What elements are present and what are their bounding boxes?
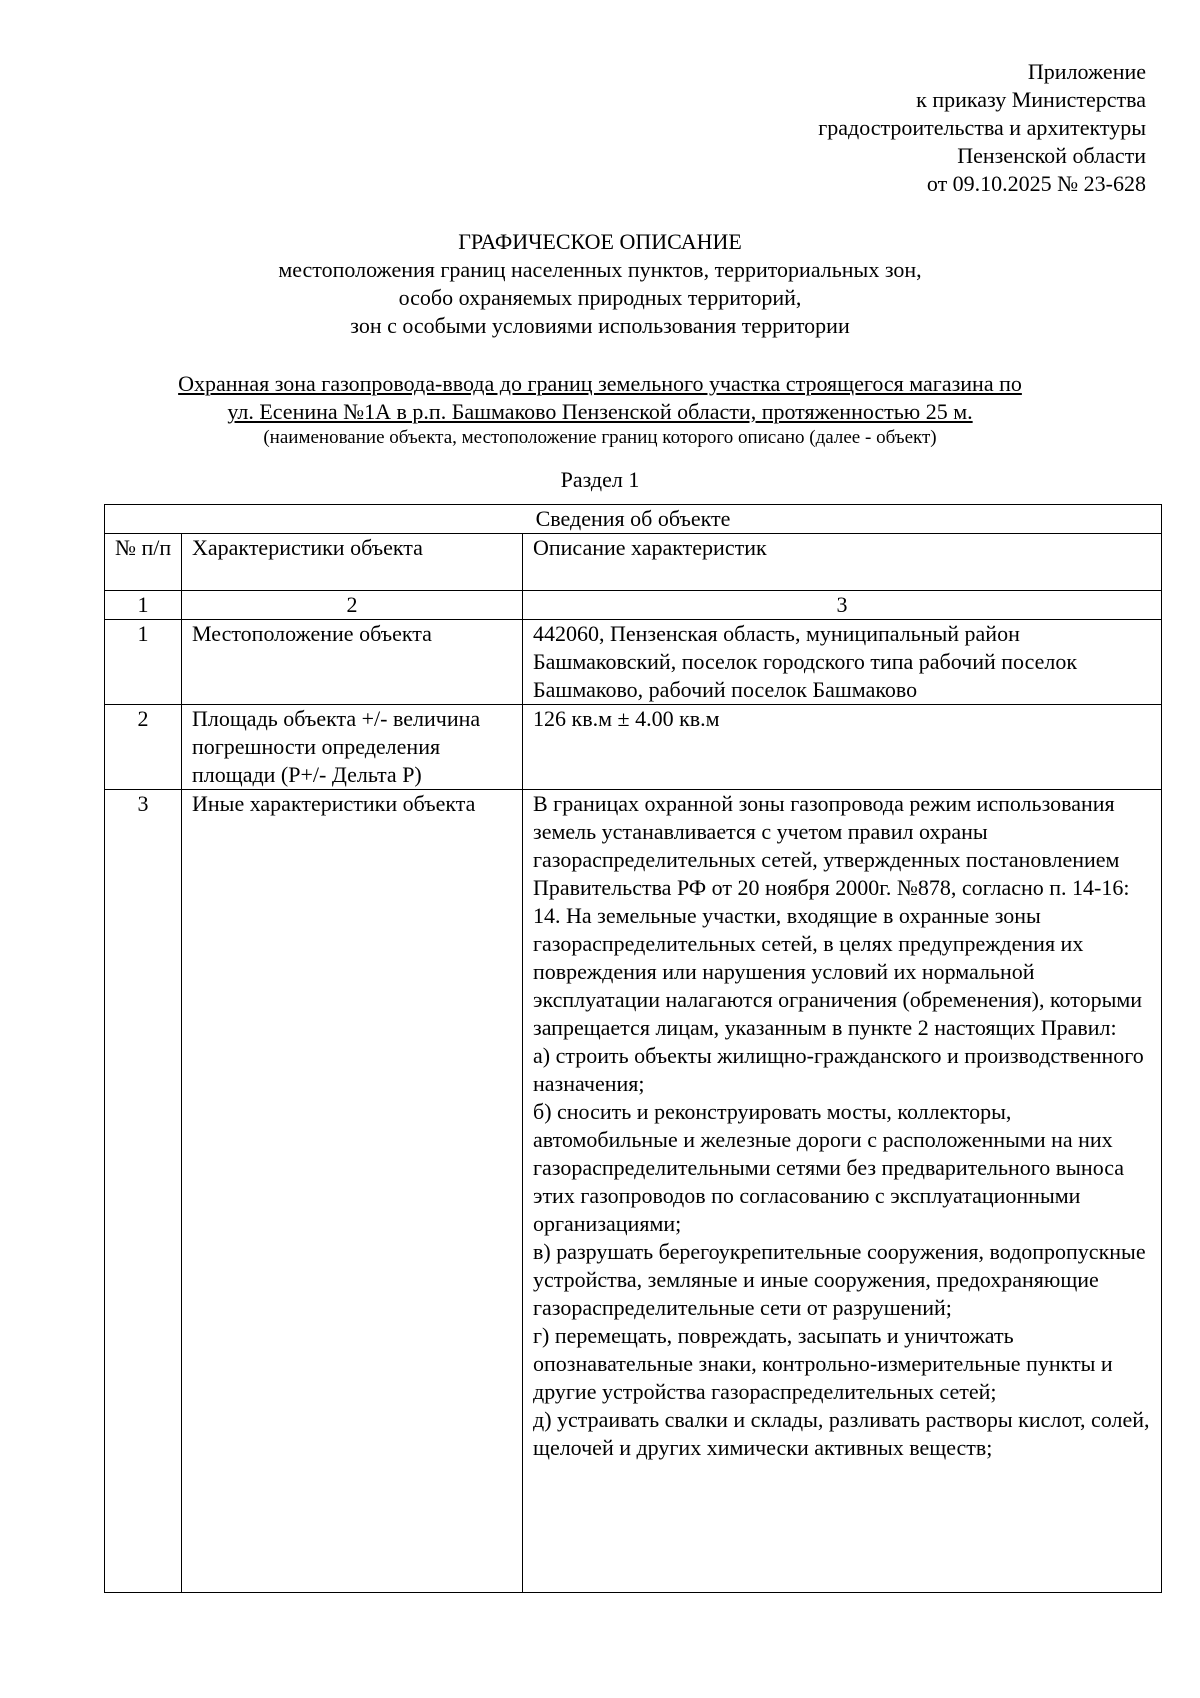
description-paragraph: 126 кв.м ± 4.00 кв.м <box>533 706 720 731</box>
approval-line: к приказу Министерства <box>916 87 1146 112</box>
row-description <box>523 790 1162 1593</box>
approval-stamp <box>586 58 1146 198</box>
row-num: 3 <box>105 790 182 1593</box>
description-paragraph: а) строить объекты жилищно-гражданского и производственного назначения; <box>533 1043 1144 1096</box>
title-subline: зон с особыми условиями использования территории <box>350 313 850 338</box>
row-description <box>523 705 1162 790</box>
description-paragraph: 14. На земельные участки, входящие в охранные зоны газораспределительных сетей, в целях предупреждения их повреждения или нарушения условий их нормальной эксплуатации налагаются ограничения (обременения), которыми запрещается лицам, указанным в пункте 2 настоящих Правил: <box>533 903 1143 1040</box>
object-name-line: ул. Есенина №1А в р.п. Башмаково Пензенской области, протяженностью 25 м. <box>227 399 973 424</box>
approval-line: Приложение <box>1027 59 1146 84</box>
row-description <box>523 620 1162 705</box>
description-paragraph: д) устраивать свалки и склады, разливать растворы кислот, солей, щелочей и других химически активных веществ; <box>533 1407 1150 1460</box>
table-row <box>105 705 1162 790</box>
row-num: 1 <box>105 620 182 705</box>
column-number: 3 <box>523 591 1162 620</box>
object-info-table <box>104 504 1162 1593</box>
approval-line: Пензенской области <box>957 143 1146 168</box>
table-caption-row <box>105 505 1162 534</box>
description-paragraph: в) разрушать берегоукрепительные сооружения, водопропускные устройства, земляные и иные сооружения, предохраняющие газораспределительные сети от разрушений; <box>533 1239 1146 1320</box>
title-subline: местоположения границ населенных пунктов, территориальных зон, <box>278 257 922 282</box>
object-name-block <box>0 370 1200 450</box>
table-row <box>105 620 1162 705</box>
table-caption: Сведения об объекте <box>105 505 1162 534</box>
description-paragraph: г) перемещать, повреждать, засыпать и уничтожать опознавательные знаки, контрольно-измерительные пункты и другие устройства газораспределительных сетей; <box>533 1323 1113 1404</box>
column-number: 2 <box>182 591 523 620</box>
description-paragraph: б) сносить и реконструировать мосты, коллекторы, автомобильные и железные дороги с расположенными на них газораспределительными сетями без предварительного выноса этих газопроводов по согласованию с эксплуатационными организациями; <box>533 1099 1125 1236</box>
column-numbers-row <box>105 591 1162 620</box>
object-caption: (наименование объекта, местоположение границ которого описано (далее - объект) <box>263 427 937 448</box>
description-paragraph: В границах охранной зоны газопровода режим использования земель устанавливается с учетом правил охраны газораспределительных сетей, утвержденных постановлением Правительства РФ от 20 ноября 2000г. №878, согласно п. 14-16: <box>533 791 1130 900</box>
row-num: 2 <box>105 705 182 790</box>
row-characteristic: Площадь объекта +/- величина погрешности определения площади (P+/- Дельта P) <box>182 705 523 790</box>
column-number: 1 <box>105 591 182 620</box>
approval-line: градостроительства и архитектуры <box>818 115 1146 140</box>
table-header-row <box>105 534 1162 591</box>
header-description: Описание характеристик <box>523 534 1162 591</box>
row-characteristic: Местоположение объекта <box>182 620 523 705</box>
section-label: Раздел 1 <box>560 467 640 492</box>
table-row <box>105 790 1162 1593</box>
header-characteristic: Характеристики объекта <box>182 534 523 591</box>
title-subline: особо охраняемых природных территорий, <box>398 285 802 310</box>
object-name-line: Охранная зона газопровода-ввода до границ земельного участка строящегося магазина по <box>178 371 1022 396</box>
description-paragraph: 442060, Пензенская область, муниципальный район Башмаковский, поселок городского типа рабочий поселок Башмаково, рабочий поселок Башмаково <box>533 621 1078 702</box>
row-characteristic: Иные характеристики объекта <box>182 790 523 1593</box>
title-main: ГРАФИЧЕСКОЕ ОПИСАНИЕ <box>458 229 742 254</box>
document-title <box>0 228 1200 340</box>
header-num: № п/п <box>105 534 182 591</box>
approval-line: от 09.10.2025 № 23-628 <box>926 171 1146 196</box>
